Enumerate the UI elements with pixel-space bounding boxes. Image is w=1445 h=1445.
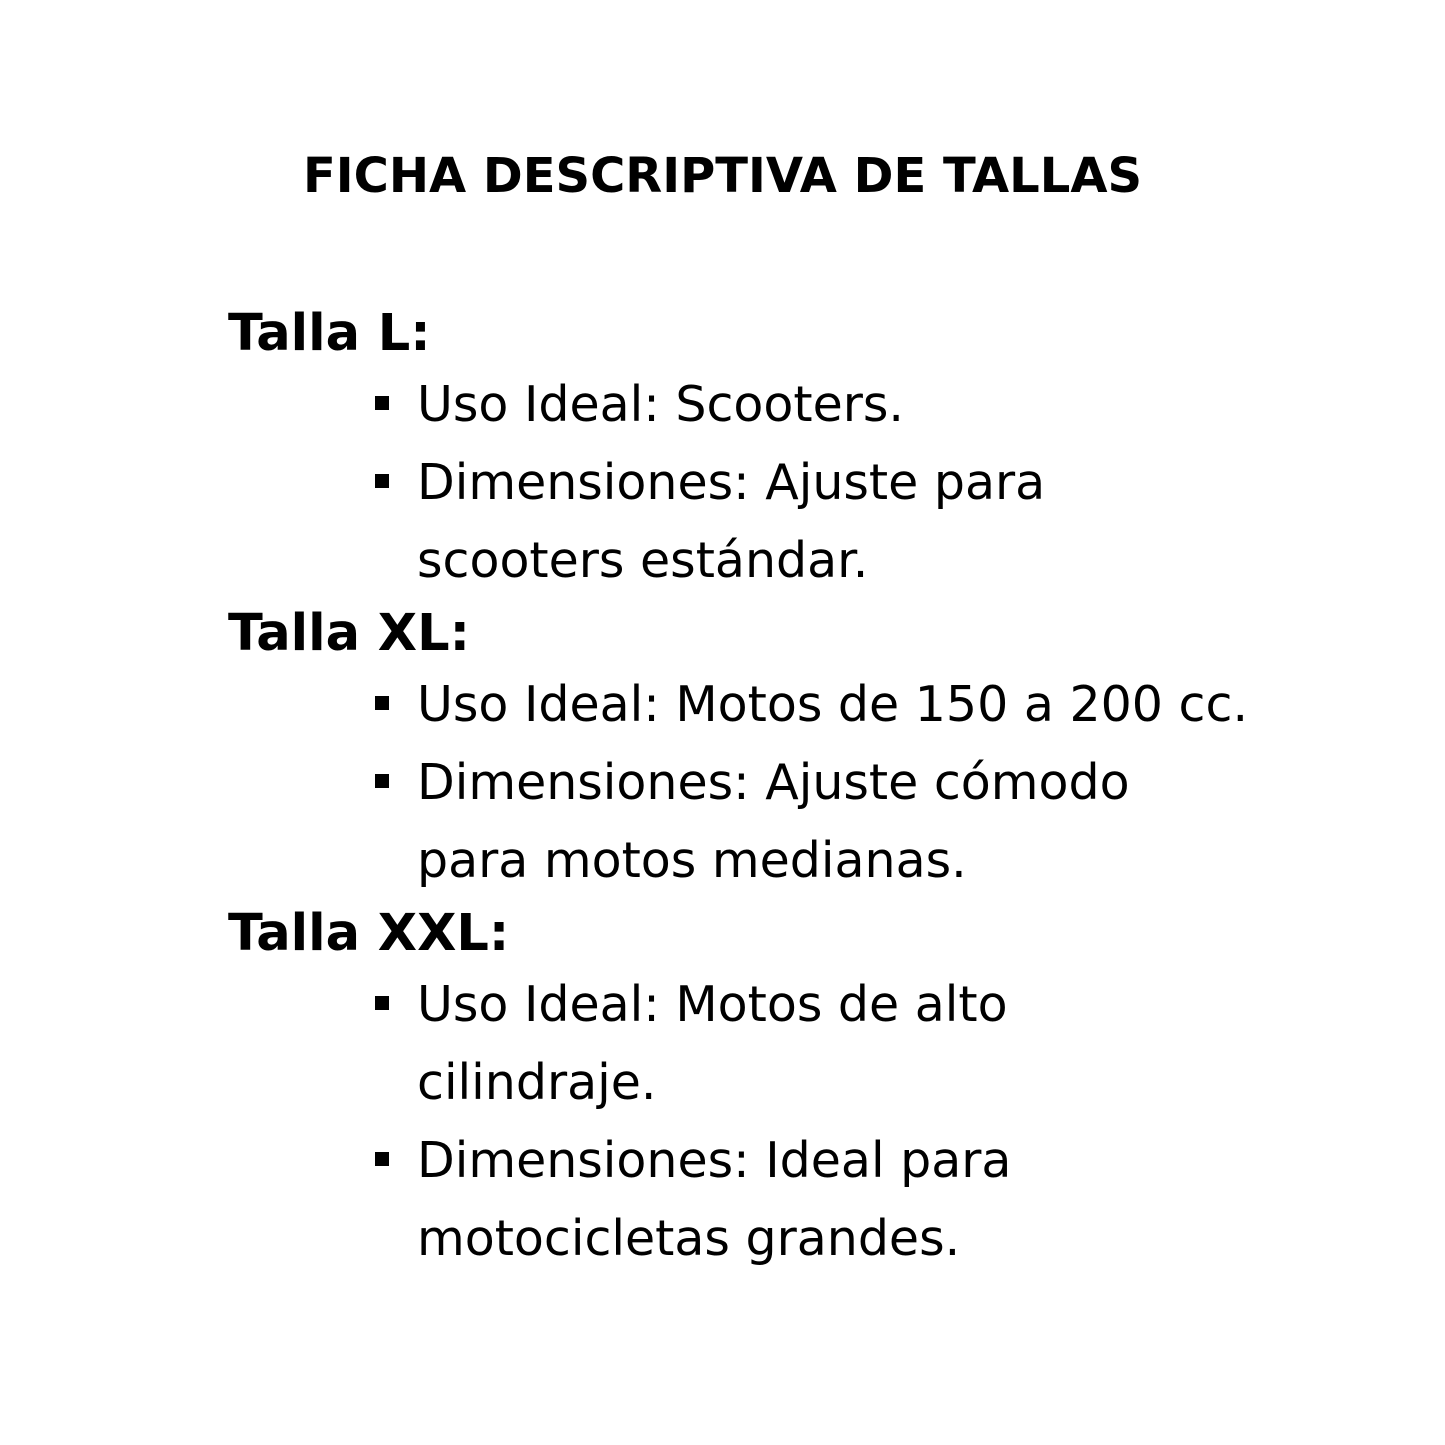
square-bullet-icon [375,696,389,710]
square-bullet-icon [375,474,389,488]
size-block-xl [228,600,1408,900]
list-item [417,666,1417,744]
list-item [417,966,1097,1122]
square-bullet-icon [375,1152,389,1166]
list-item [417,366,1297,444]
size-block-xxl [228,900,1408,1278]
feature-list-l [228,366,1408,600]
list-item [417,744,1217,900]
feature-list-xl [228,666,1408,900]
square-bullet-icon [375,774,389,788]
size-block-l [228,300,1408,600]
feature-text: Uso Ideal: Motos de 150 a 200 cc. [417,676,1249,733]
size-heading-xl: Talla XL: [228,604,470,663]
size-heading-xxl: Talla XXL: [228,904,510,963]
feature-list-xxl [228,966,1408,1278]
feature-text: Dimensiones: Ajuste para scooters estándar. [417,454,1046,589]
feature-text: Uso Ideal: Scooters. [417,376,904,433]
feature-text: Dimensiones: Ideal para motocicletas grandes. [417,1132,1012,1267]
size-list [228,300,1408,1278]
square-bullet-icon [375,996,389,1010]
feature-text: Uso Ideal: Motos de alto cilindraje. [417,976,1008,1111]
list-item [417,1122,1097,1278]
square-bullet-icon [375,396,389,410]
list-item [417,444,1117,600]
page-title: FICHA DESCRIPTIVA DE TALLAS [302,148,1143,204]
feature-text: Dimensiones: Ajuste cómodo para motos medianas. [417,754,1130,889]
size-heading-l: Talla L: [228,304,431,363]
